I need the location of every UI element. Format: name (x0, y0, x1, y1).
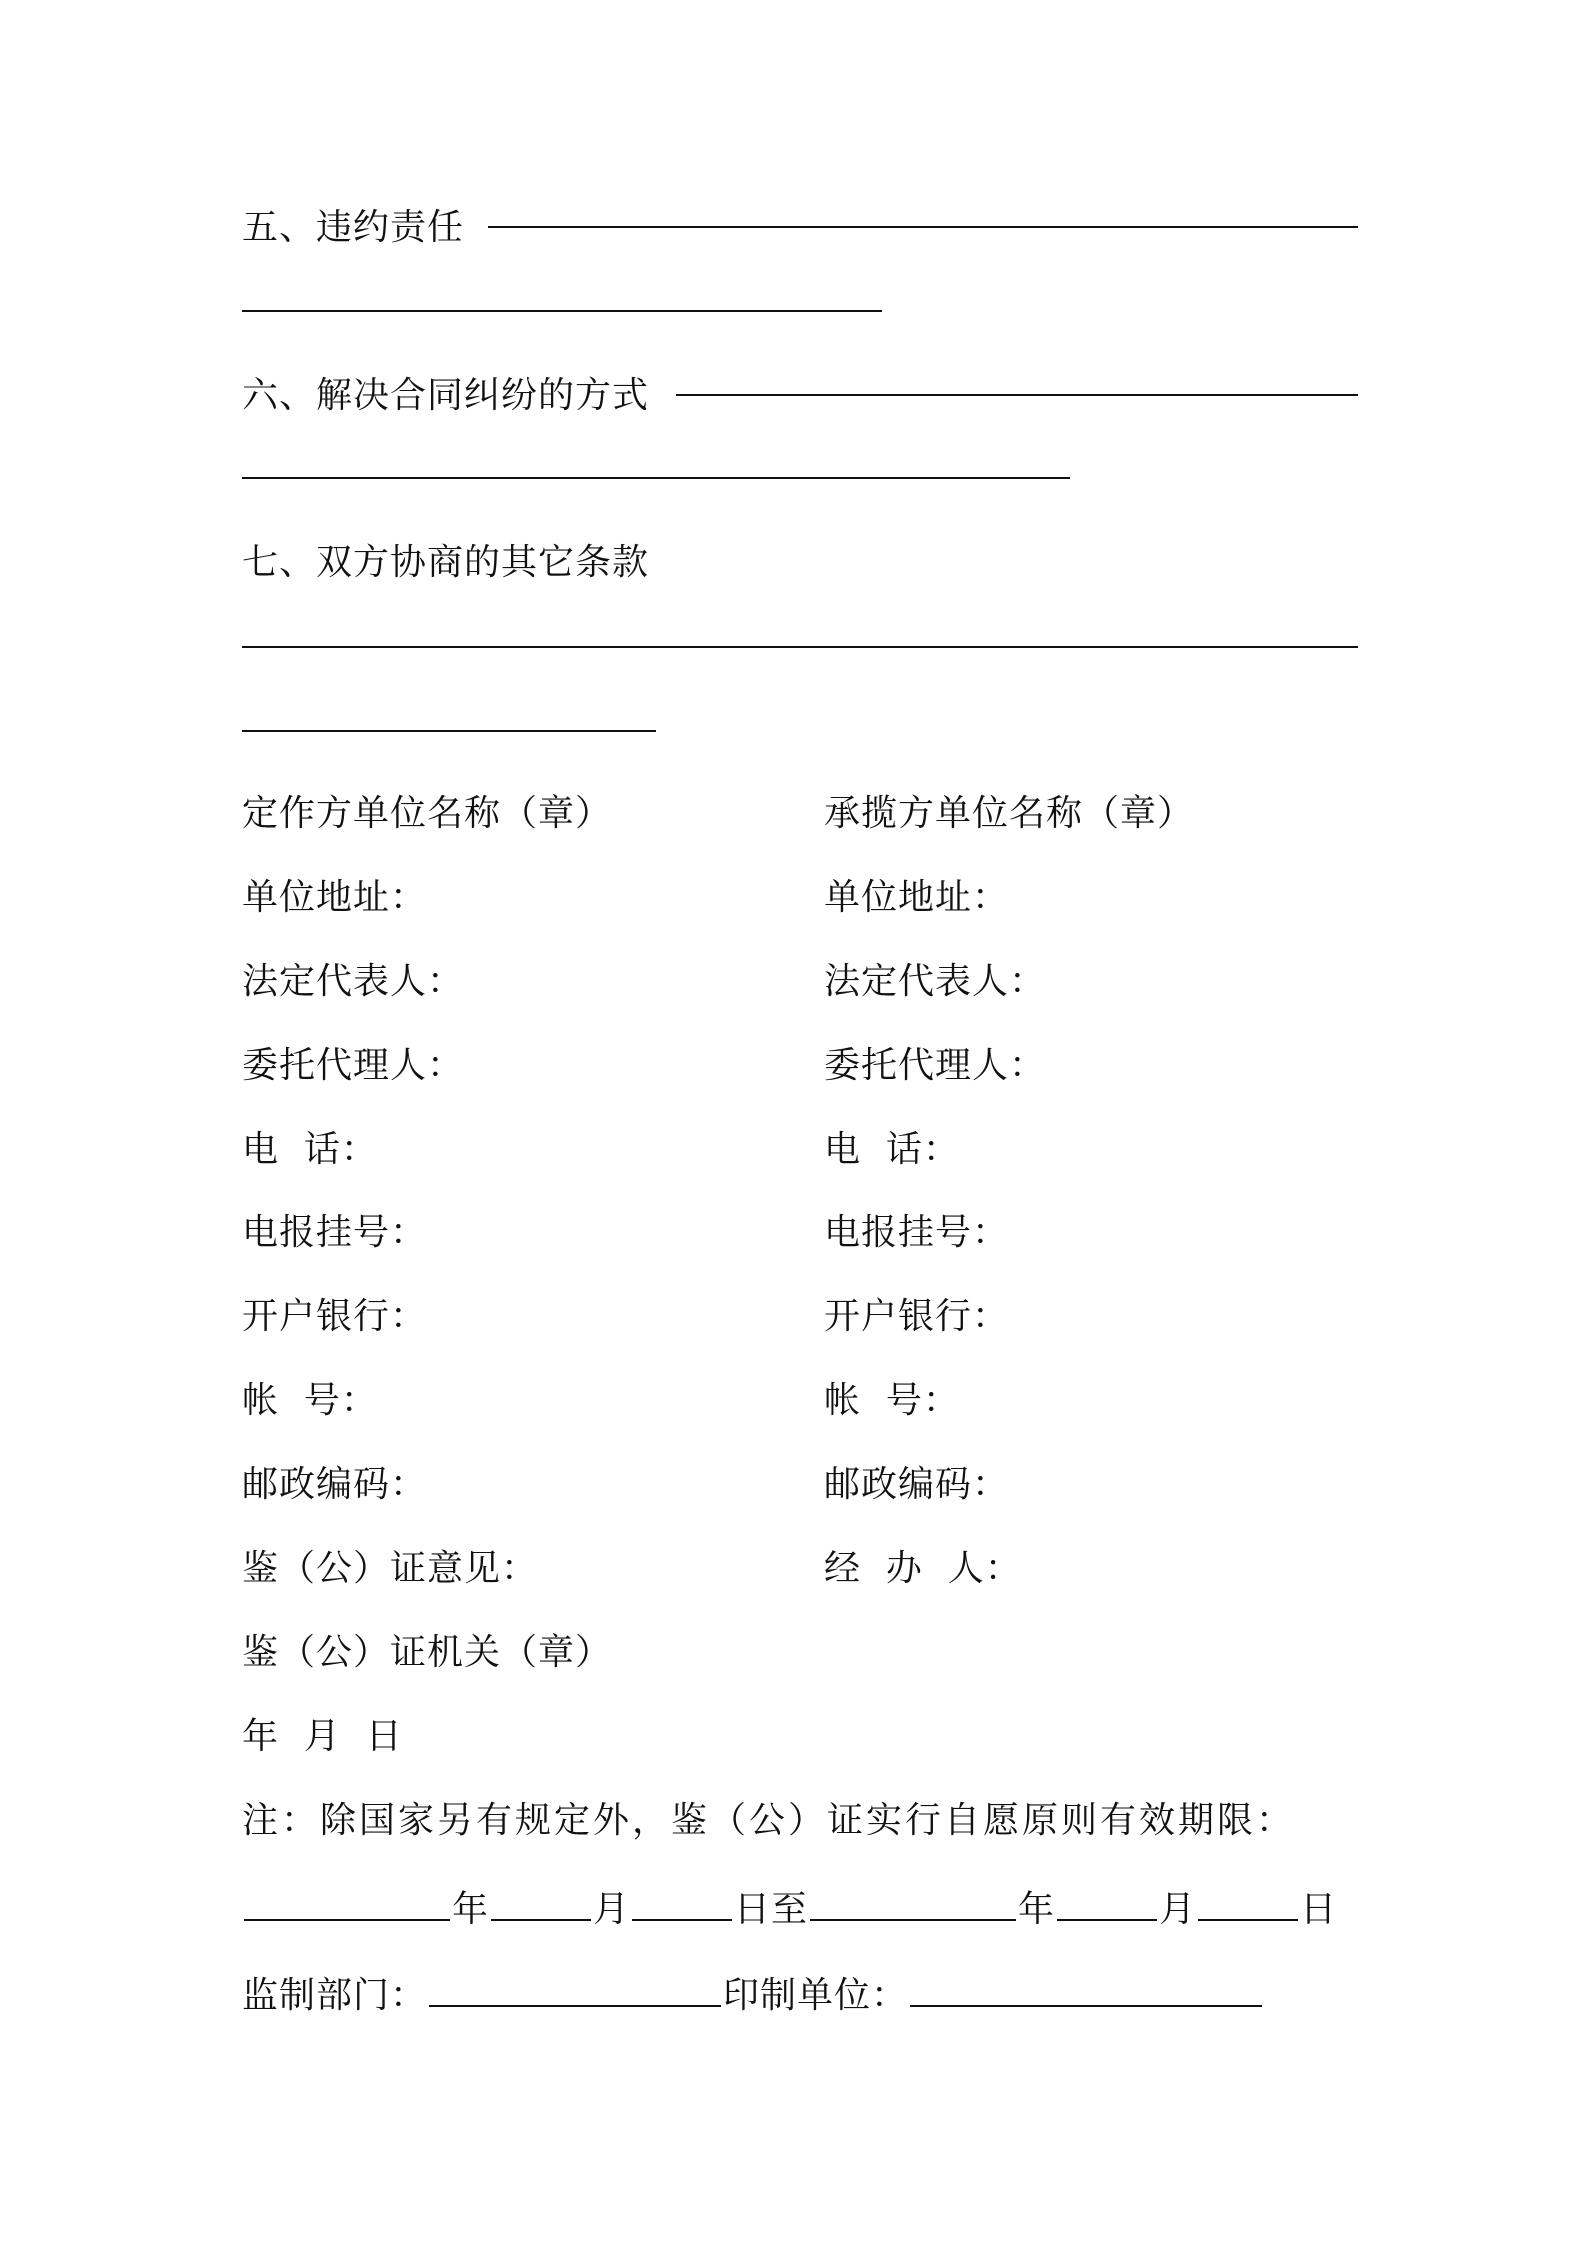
right-unit-name-label: 承揽方单位名称（章） (824, 793, 1195, 834)
right-unit-address-label: 单位地址： (824, 877, 1010, 918)
year-from-blank[interactable] (244, 1883, 450, 1921)
right-phone-label: 电 话： (824, 1129, 960, 1170)
section-7-blank-line-2[interactable] (242, 730, 656, 732)
year-to-label: 年 (1018, 1889, 1056, 1930)
left-phone-label: 电 话： (242, 1129, 378, 1170)
year-from-label: 年 (452, 1889, 490, 1930)
month-from-blank[interactable] (491, 1883, 591, 1921)
section-5-heading: 五、违约责任 (242, 207, 465, 248)
year-to-blank[interactable] (810, 1883, 1016, 1921)
right-bank-label: 开户银行： (824, 1296, 1010, 1337)
left-telegraph-label: 电报挂号： (242, 1212, 428, 1253)
section-5-blank-line-1[interactable] (488, 226, 1358, 228)
day-end-label: 日 (1300, 1889, 1338, 1930)
footer-row (242, 1969, 1264, 2018)
right-postcode-label: 邮政编码： (824, 1464, 1010, 1505)
right-agent-label: 委托代理人： (824, 1045, 1047, 1086)
left-legal-rep-label: 法定代表人： (242, 961, 465, 1002)
left-postcode-label: 邮政编码： (242, 1464, 428, 1505)
validity-date-range (242, 1883, 1337, 1932)
section-7-heading: 七、双方协商的其它条款 (242, 542, 650, 583)
printer-label: 印制单位： (723, 1975, 909, 2016)
month-to-label: 月 (1159, 1889, 1197, 1930)
supervisor-label: 监制部门： (242, 1975, 428, 2016)
right-account-label: 帐 号： (824, 1380, 960, 1421)
left-unit-name-label: 定作方单位名称（章） (242, 793, 613, 834)
printer-blank[interactable] (910, 1969, 1262, 2007)
left-agent-label: 委托代理人： (242, 1045, 465, 1086)
right-legal-rep-label: 法定代表人： (824, 961, 1047, 1002)
left-unit-address-label: 单位地址： (242, 877, 428, 918)
day-from-blank[interactable] (632, 1883, 732, 1921)
supervisor-blank[interactable] (429, 1969, 721, 2007)
section-5-blank-line-2[interactable] (242, 310, 882, 312)
notarization-authority-label: 鉴（公）证机关（章） (242, 1632, 613, 1673)
notarization-opinion-label: 鉴（公）证意见： (242, 1548, 539, 1589)
day-to-label: 日至 (734, 1889, 809, 1930)
right-telegraph-label: 电报挂号： (824, 1212, 1010, 1253)
month-to-blank[interactable] (1057, 1883, 1157, 1921)
left-account-label: 帐 号： (242, 1380, 378, 1421)
month-from-label: 月 (593, 1889, 631, 1930)
day-to-blank[interactable] (1198, 1883, 1298, 1921)
left-bank-label: 开户银行： (242, 1296, 428, 1337)
section-6-blank-line-2[interactable] (242, 477, 1070, 479)
section-7-blank-line-1[interactable] (242, 646, 1358, 648)
section-6-heading: 六、解决合同纠纷的方式 (242, 375, 650, 416)
section-6-blank-line-1[interactable] (676, 394, 1358, 396)
handler-label: 经 办 人： (824, 1548, 1022, 1589)
note-text: 注：除国家另有规定外，鉴（公）证实行自愿原则有效期限： (242, 1800, 1296, 1841)
date-label: 年 月 日 (242, 1716, 403, 1757)
